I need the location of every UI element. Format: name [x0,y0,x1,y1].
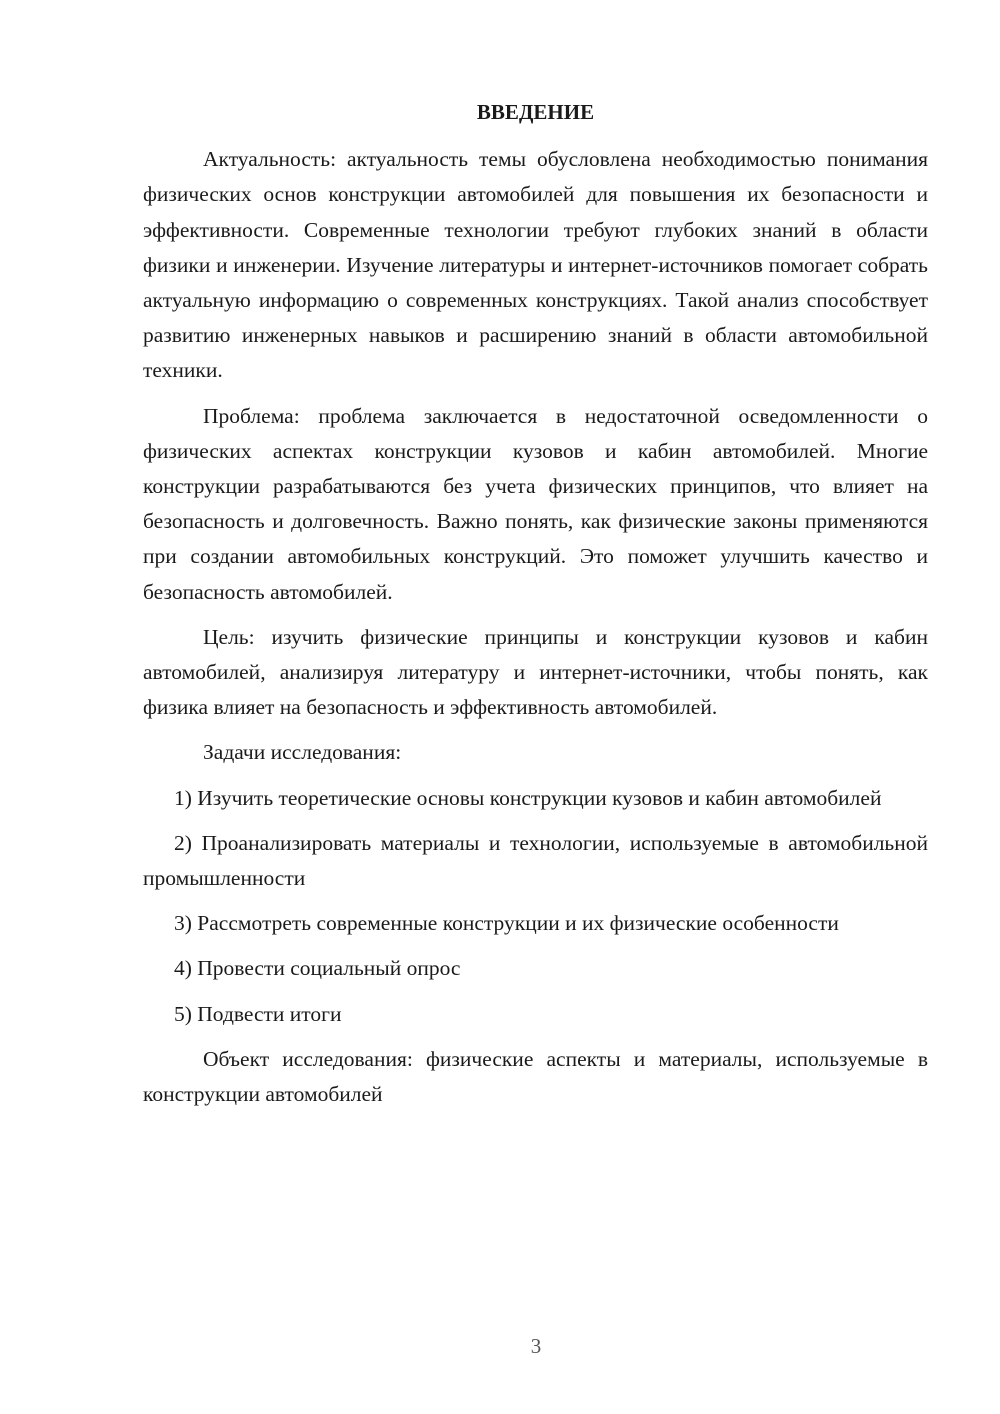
document-page [143,95,928,1122]
paragraph-object: Объект исследования: физические аспекты и материалы, используемые в конструкции автомобилей [143,1046,928,1107]
paragraph-relevance: Актуальность: актуальность темы обусловлена необходимостью понимания физических основ конструкции автомобилей для повышения их безопасности и эффективности. Современные технологии требуют глубоких знаний в области физики и инженерии. Изучение литературы и интернет-источников помогает собрать актуальную информацию о современных конструкциях. Такой анализ способствует развитию инженерных навыков и расширению знаний в области автомобильной техники. [143,147,928,383]
page-title: ВВЕДЕНИЕ [476,100,595,124]
task-item-3: 3) Рассмотреть современные конструкции и их физические особенности [174,911,839,936]
tasks-heading: Задачи исследования: [203,740,402,765]
task-item-1: 1) Изучить теоретические основы конструкции кузовов и кабин автомобилей [174,785,882,810]
task-item-4: 4) Провести социальный опрос [174,956,461,981]
page-number: 3 [530,1334,542,1358]
paragraph-problem: Проблема: проблема заключается в недостаточной осведомленности о физических аспектах конструкции кузовов и кабин автомобилей. Многие конструкции разрабатываются без учета физических принципов, что влияет на безопасность и долговечность. Важно понять, как физические законы применяются при создании автомобильных конструкций. Это поможет улучшить качество и безопасность автомобилей. [143,403,928,604]
task-item-2: 2) Проанализировать материалы и технологии, используемые в автомобильной промышленности [143,830,928,891]
paragraph-goal: Цель: изучить физические принципы и конструкции кузовов и кабин автомобилей, анализируя литературу и интернет-источники, чтобы понять, как физика влияет на безопасность и эффективность автомобилей. [143,624,928,720]
task-item-5: 5) Подвести итоги [174,1001,342,1026]
